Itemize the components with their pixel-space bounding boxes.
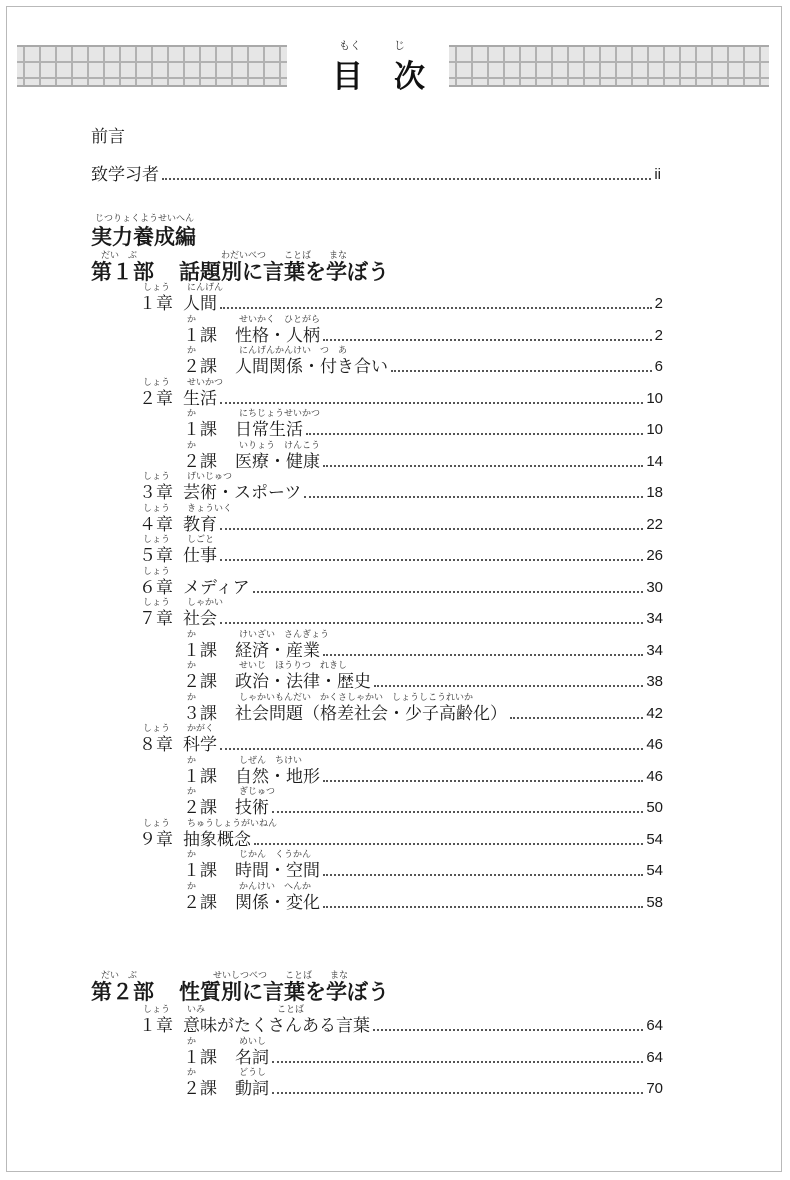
entry-label: 自然・地形 <box>235 766 320 787</box>
page-number: 6 <box>654 358 663 375</box>
chapter-number: １章 <box>139 1016 173 1036</box>
entry-label: 抽象概念 <box>183 829 251 850</box>
leader-dots <box>220 528 643 530</box>
entry-label-ruby: しゃかいもんだい かくさしゃかい しょうしこうれいか <box>239 692 474 703</box>
entry-label-ruby: にんげんかんけい つ あ <box>239 346 348 356</box>
entry-label: 社会問題（格差社会・少子高齢化） <box>235 703 507 724</box>
entry-label-ruby: じかん くうかん <box>239 850 312 860</box>
entry-label: 政治・法律・歴史 <box>235 672 371 692</box>
leader-dots <box>373 1029 643 1031</box>
entry-label-ruby: しゃかい <box>187 598 224 608</box>
page-number: 26 <box>646 547 663 564</box>
leader-dots <box>220 307 652 309</box>
entry-label-ruby: せいじ ほうりつ れきし <box>239 661 348 671</box>
toc-row-chapter[interactable] <box>183 578 663 598</box>
toc-row-chapter[interactable] <box>183 735 663 755</box>
part2-title-ruby: せいしつべつ ことば まな <box>213 971 349 981</box>
lesson-number: １課 <box>183 766 217 787</box>
entry-label-ruby: けいざい さんぎょう <box>239 629 330 640</box>
lesson-number: ３課 <box>183 703 217 724</box>
leader-dots <box>323 339 652 341</box>
entry-label: 人間 <box>183 294 217 314</box>
leader-dots <box>254 843 643 845</box>
preface-label: 前言 <box>91 127 125 147</box>
chapter-number: ２章 <box>139 388 173 409</box>
entry-label-ruby: にちじょうせいかつ <box>239 409 321 419</box>
page-number: 10 <box>646 421 663 438</box>
entry-number-ruby: か <box>187 881 197 892</box>
leader-dots <box>323 874 643 876</box>
entry-label-ruby: げいじゅつ <box>187 472 233 482</box>
toc-row-lesson[interactable] <box>235 357 663 377</box>
page <box>6 6 782 1172</box>
section-title-ruby: じつりょくようせいへん <box>95 214 195 224</box>
page-title: 目 次 <box>332 59 425 95</box>
toc-row-lesson[interactable] <box>235 1079 663 1099</box>
lesson-number: １課 <box>183 640 217 661</box>
page-number: 34 <box>646 641 663 659</box>
page-number: 46 <box>646 736 663 753</box>
page-number: 2 <box>654 295 663 312</box>
toc-row-lesson[interactable] <box>235 641 663 661</box>
entry-number-ruby: か <box>187 629 197 640</box>
leader-dots <box>323 906 643 908</box>
page-number: 64 <box>646 1048 663 1066</box>
entry-label: 人間関係・付き合い <box>235 357 388 377</box>
page-number: 64 <box>646 1017 663 1034</box>
entry-label: 芸術・スポーツ <box>183 483 302 503</box>
toc-row-lesson[interactable] <box>235 452 663 472</box>
toc-row-lesson[interactable] <box>235 798 663 818</box>
entry-label: メディア <box>183 577 250 598</box>
page-number: 10 <box>646 389 663 407</box>
toc-row-lesson[interactable] <box>235 893 663 913</box>
page-number: 14 <box>646 452 663 470</box>
toc-row-chapter[interactable] <box>183 1016 663 1036</box>
lesson-number: ２課 <box>183 451 217 472</box>
page-number: 34 <box>646 610 663 627</box>
entry-number-ruby: しょう <box>143 472 171 482</box>
toc-row-lesson[interactable] <box>235 861 663 881</box>
leader-dots <box>323 465 643 467</box>
toc-row-chapter[interactable] <box>183 483 663 503</box>
entry-number-ruby: しょう <box>143 566 171 577</box>
entry-label-ruby: しぜん ちけい <box>239 755 303 766</box>
entry-label: 経済・産業 <box>235 640 320 661</box>
chapter-number: ３章 <box>139 483 173 503</box>
entry-label-ruby: いりょう けんこう <box>239 440 321 451</box>
entry-label: 仕事 <box>183 546 217 566</box>
page-number: 54 <box>646 862 663 879</box>
toc-row-chapter[interactable] <box>183 546 663 566</box>
entry-label-ruby: かんけい へんか <box>239 881 312 892</box>
entry-label: 教育 <box>183 514 217 535</box>
page-number: 58 <box>646 893 663 911</box>
toc-row-chapter[interactable] <box>183 609 663 629</box>
leader-dots <box>220 559 643 561</box>
chapter-number: ８章 <box>139 735 173 755</box>
entry-number-ruby: か <box>187 661 197 671</box>
entry-number-ruby: しょう <box>143 724 171 734</box>
chapter-number: ９章 <box>139 829 173 850</box>
chapter-number: ５章 <box>139 546 173 566</box>
part2-number-ruby: だい ぶ <box>101 971 138 981</box>
section-title: 実力養成編 <box>91 225 196 249</box>
page-number: 54 <box>646 830 663 848</box>
leader-dots <box>253 591 644 593</box>
entry-label-ruby: かがく <box>187 724 215 734</box>
entry-label-ruby: しごと <box>187 535 215 545</box>
entry-label: 動詞 <box>235 1079 269 1099</box>
decorative-band-left <box>17 45 287 87</box>
entry-label-ruby: せいかつ <box>187 377 224 388</box>
entry-label: 社会 <box>183 609 217 629</box>
entry-label-ruby: にんげん <box>187 283 224 293</box>
leader-dots <box>272 1061 643 1063</box>
entry-label-ruby: いみ ことば <box>187 1005 305 1015</box>
entry-label: 意味がたくさんある言葉 <box>183 1016 370 1036</box>
lesson-number: ２課 <box>183 892 217 913</box>
leader-dots <box>272 811 643 813</box>
toc-row-lesson[interactable] <box>235 420 663 440</box>
leader-dots <box>220 748 643 750</box>
leader-dots <box>220 622 643 624</box>
lesson-number: ２課 <box>183 672 217 692</box>
decorative-band-right <box>449 45 769 87</box>
leader-dots <box>306 433 643 435</box>
lesson-number: １課 <box>183 861 217 881</box>
entry-label: 科学 <box>183 735 217 755</box>
part1-number-ruby: だい ぶ <box>101 251 138 261</box>
chapter-number: ４章 <box>139 514 173 535</box>
page-number: 50 <box>646 799 663 816</box>
entry-number-ruby: か <box>187 1036 197 1047</box>
page-number: ii <box>654 166 661 183</box>
leader-dots <box>391 370 652 372</box>
entry-number-ruby: か <box>187 409 197 419</box>
entry-number-ruby: しょう <box>143 1005 171 1015</box>
page-number: 70 <box>646 1080 663 1097</box>
toc-row-chapter[interactable] <box>183 294 663 314</box>
page-number: 18 <box>646 484 663 501</box>
toc-row-lesson[interactable] <box>235 326 663 346</box>
entry-label: 時間・空間 <box>235 861 320 881</box>
entry-number-ruby: しょう <box>143 818 171 829</box>
lesson-number: ２課 <box>183 798 217 818</box>
leader-dots <box>323 654 643 656</box>
lesson-number: １課 <box>183 420 217 440</box>
toc-row-lesson[interactable] <box>235 767 663 787</box>
entry-label-ruby: めいし <box>239 1036 267 1047</box>
part1-title-ruby: わだいべつ ことば まな <box>221 251 348 261</box>
lesson-number: ２課 <box>183 1079 217 1099</box>
entry-number-ruby: か <box>187 314 197 325</box>
toc-row-chapter[interactable] <box>183 515 663 535</box>
chapter-number: ６章 <box>139 577 173 598</box>
toc-row-chapter[interactable] <box>183 389 663 409</box>
leader-dots <box>374 685 643 687</box>
entry-label-ruby: ぎじゅつ <box>239 787 276 797</box>
page-title-ruby: もく じ <box>339 39 405 52</box>
toc-row-foreword[interactable] <box>91 165 661 185</box>
entry-number-ruby: か <box>187 850 197 860</box>
leader-dots <box>323 780 643 782</box>
entry-label: 関係・変化 <box>235 892 320 913</box>
part1-number: 第１部 <box>91 260 154 284</box>
leader-dots <box>162 178 651 180</box>
lesson-number: １課 <box>183 1047 217 1068</box>
leader-dots <box>510 717 643 719</box>
part2-title: 性質別に言葉を学ぼう <box>179 980 389 1004</box>
entry-label: 性格・人柄 <box>235 325 320 346</box>
toc-row-lesson[interactable] <box>235 1048 663 1068</box>
chapter-number: １章 <box>139 294 173 314</box>
entry-number-ruby: しょう <box>143 377 171 388</box>
lesson-number: ２課 <box>183 357 217 377</box>
entry-number-ruby: しょう <box>143 283 171 293</box>
entry-label-ruby: どうし <box>239 1068 267 1078</box>
entry-label-ruby: きょういく <box>187 503 233 514</box>
entry-label: 致学习者 <box>91 165 159 185</box>
toc-row-lesson[interactable] <box>235 704 663 724</box>
entry-number-ruby: か <box>187 692 197 703</box>
chapter-number: ７章 <box>139 609 173 629</box>
entry-label: 生活 <box>183 388 217 409</box>
entry-label-ruby: ちゅうしょうがいねん <box>187 818 278 829</box>
entry-number-ruby: か <box>187 755 197 766</box>
page-number: 46 <box>646 767 663 785</box>
entry-label: 技術 <box>235 798 269 818</box>
entry-label: 日常生活 <box>235 420 303 440</box>
part1-title: 話題別に言葉を学ぼう <box>179 260 389 284</box>
toc-row-lesson[interactable] <box>235 672 663 692</box>
part2-number: 第２部 <box>91 980 154 1004</box>
entry-label: 医療・健康 <box>235 451 320 472</box>
page-number: 42 <box>646 704 663 722</box>
entry-number-ruby: か <box>187 346 197 356</box>
entry-number-ruby: か <box>187 787 197 797</box>
leader-dots <box>304 496 643 498</box>
entry-number-ruby: しょう <box>143 503 171 514</box>
entry-label: 名詞 <box>235 1047 269 1068</box>
page-number: 38 <box>646 673 663 690</box>
entry-number-ruby: しょう <box>143 535 171 545</box>
entry-number-ruby: か <box>187 1068 197 1078</box>
leader-dots <box>220 402 643 404</box>
leader-dots <box>272 1092 643 1094</box>
lesson-number: １課 <box>183 325 217 346</box>
entry-number-ruby: しょう <box>143 598 171 608</box>
page-number: 2 <box>654 326 663 344</box>
page-number: 22 <box>646 515 663 533</box>
toc-row-chapter[interactable] <box>183 830 663 850</box>
page-number: 30 <box>646 578 663 596</box>
entry-number-ruby: か <box>187 440 197 451</box>
entry-label-ruby: せいかく ひとがら <box>239 314 321 325</box>
